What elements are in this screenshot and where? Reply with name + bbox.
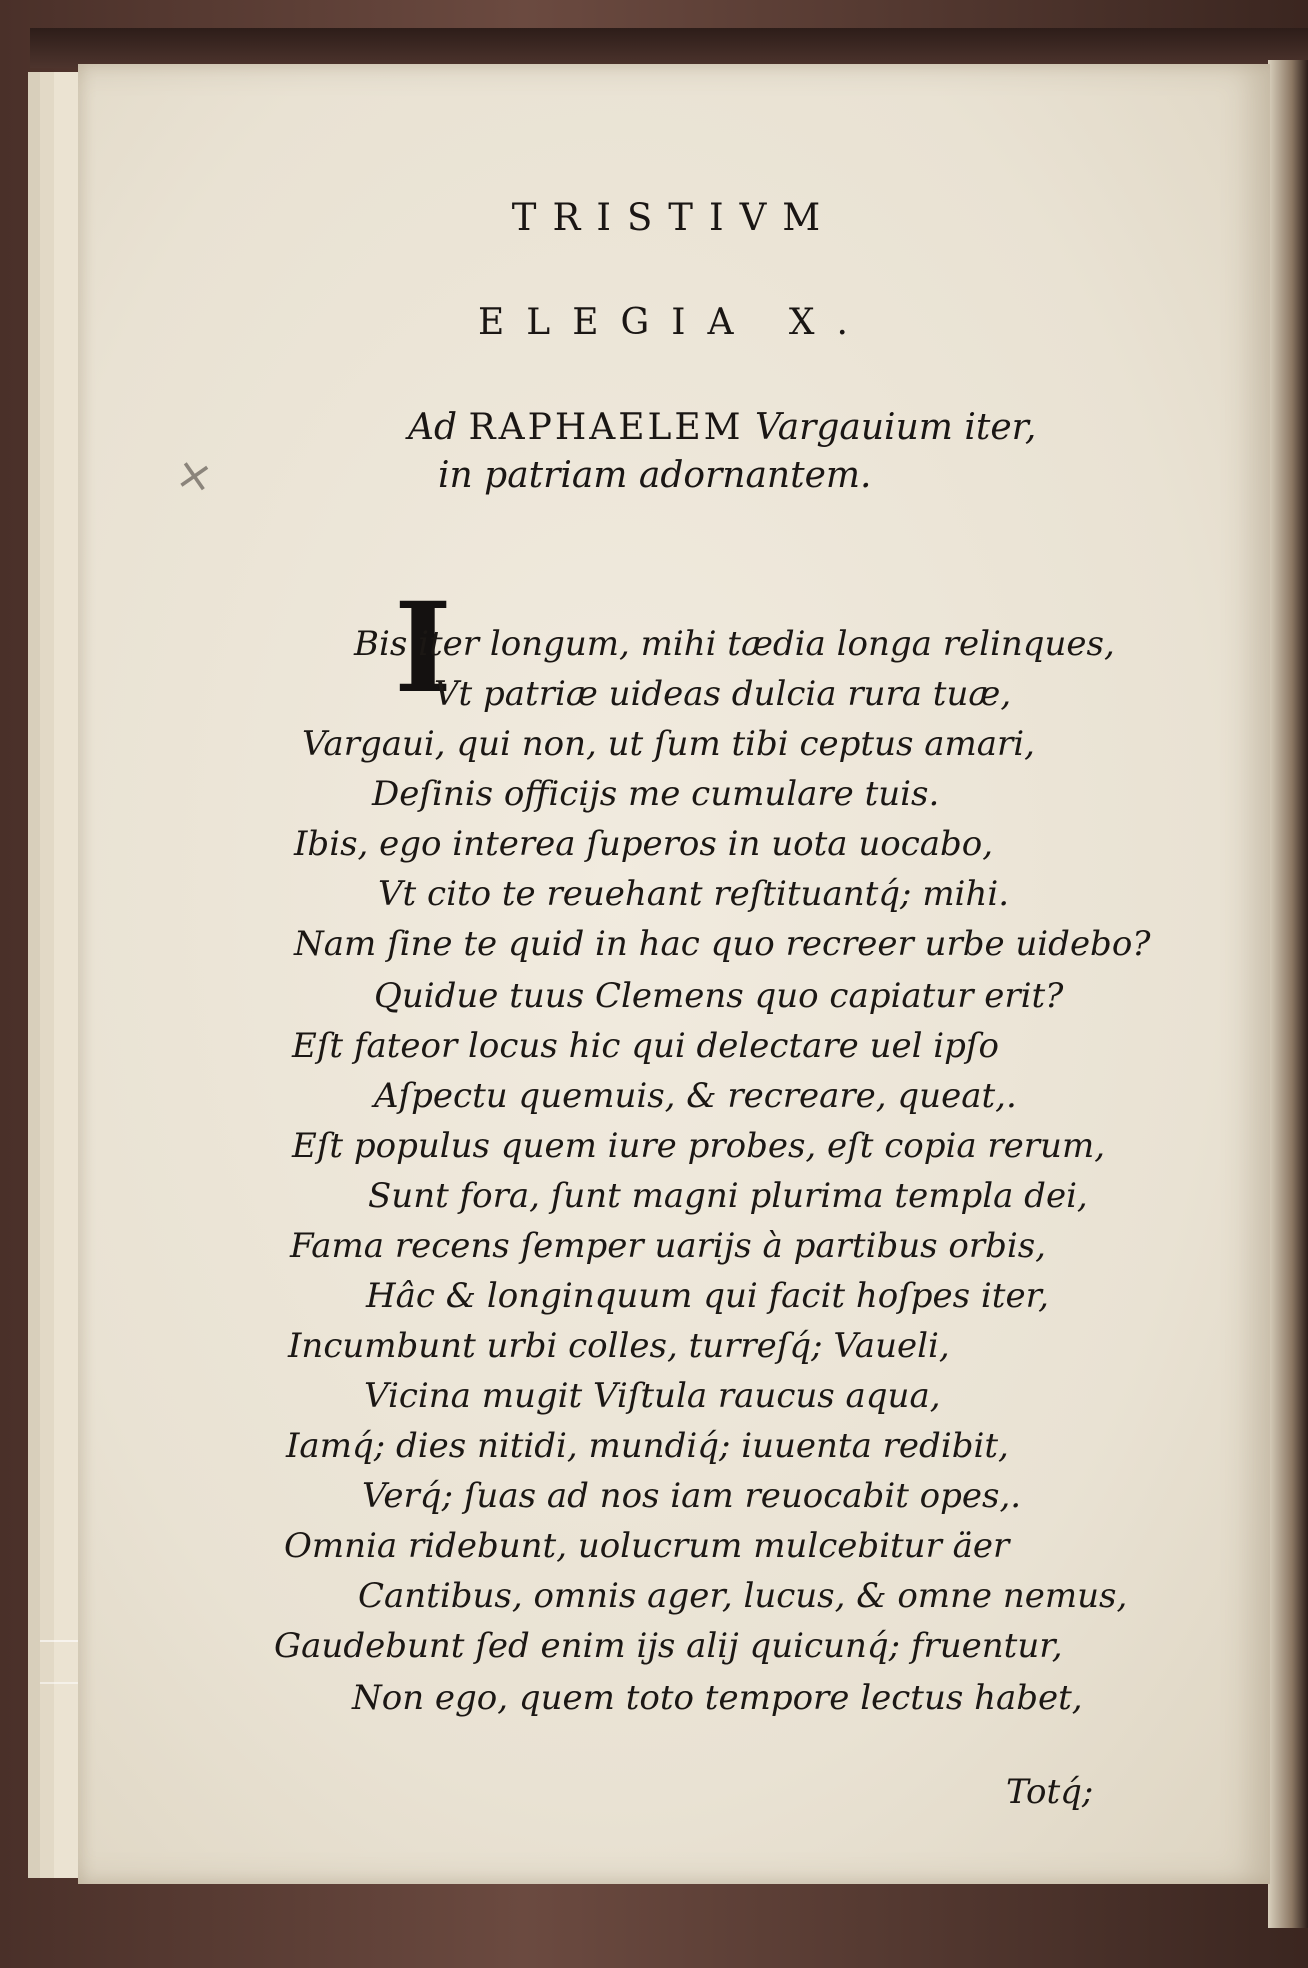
dedication-name: RAPHAELEM [468,407,744,448]
verse-line: Aſpectu quemuis, & recreare, queat,. [374,1076,1017,1116]
dedication-rest: Vargauium iter, [755,407,1037,448]
verse-line: Fama recens ſemper uarijs à partibus orbis, [290,1226,1046,1266]
poem-text [78,64,1270,1884]
dedication-prefix: Ad [408,407,458,448]
drop-initial: I [394,576,453,721]
verse-line: Eſt populus quem iure probes, eſt copia rerum, [292,1126,1105,1166]
verse-line: Quidue tuus Clemens quo capiatur erit? [374,976,1064,1016]
running-head: TRISTIVM [511,196,837,239]
margin-mark: × [171,447,218,504]
verse-line: Incumbunt urbi colles, turreſq́; Vaueli, [288,1326,950,1366]
facing-page-gutter [1268,60,1308,1928]
book-page [78,64,1270,1884]
verse-line: Verq́; ſuas ad nos iam reuocabit opes,. [362,1476,1022,1516]
elegy-title: ELEGIA X. [478,302,870,343]
dedication-line-2: in patriam adornantem. [438,455,872,496]
verse-line: Vicina mugit Viſtula raucus aqua, [364,1376,941,1416]
verse-line: Gaudebunt ſed enim ijs alij quicunq́; fruentur, [274,1626,1063,1666]
verse-line: Deſinis officijs me cumulare tuis. [372,774,940,814]
verse-line: Sunt fora, ſunt magni plurima templa dei, [368,1176,1088,1216]
verse-line: Vt cito te reuehant reſtituantq́; mihi. [378,874,1010,914]
verse-line: Bis iter longum, mihi tædia longa relinques, [354,624,1115,664]
verse-line: Ibis, ego interea ſuperos in uota uocabo, [294,824,994,864]
verse-line: Eſt fateor locus hic qui delectare uel ipſo [292,1026,999,1066]
verse-line: Vt patriæ uideas dulcia rura tuæ, [434,674,1012,714]
verse-line: Vargaui, qui non, ut ſum tibi ceptus amari, [302,724,1035,764]
verse-line: Non ego, quem toto tempore lectus habet, [352,1678,1083,1718]
verse-line: Omnia ridebunt, uolucrum mulcebitur äer [284,1526,1010,1566]
catchword: Totq́; [1006,1772,1094,1812]
verse-line: Hâc & longinquum qui facit hoſpes iter, [366,1276,1049,1316]
verse-line: Iamq́; dies nitidi, mundiq́; iuuenta redibit, [286,1426,1009,1466]
verse-line: Cantibus, omnis ager, lucus, & omne nemus, [358,1576,1128,1616]
verse-line: Nam ſine te quid in hac quo recreer urbe uidebo? [294,924,1151,964]
cover-top-edge [30,28,1308,68]
